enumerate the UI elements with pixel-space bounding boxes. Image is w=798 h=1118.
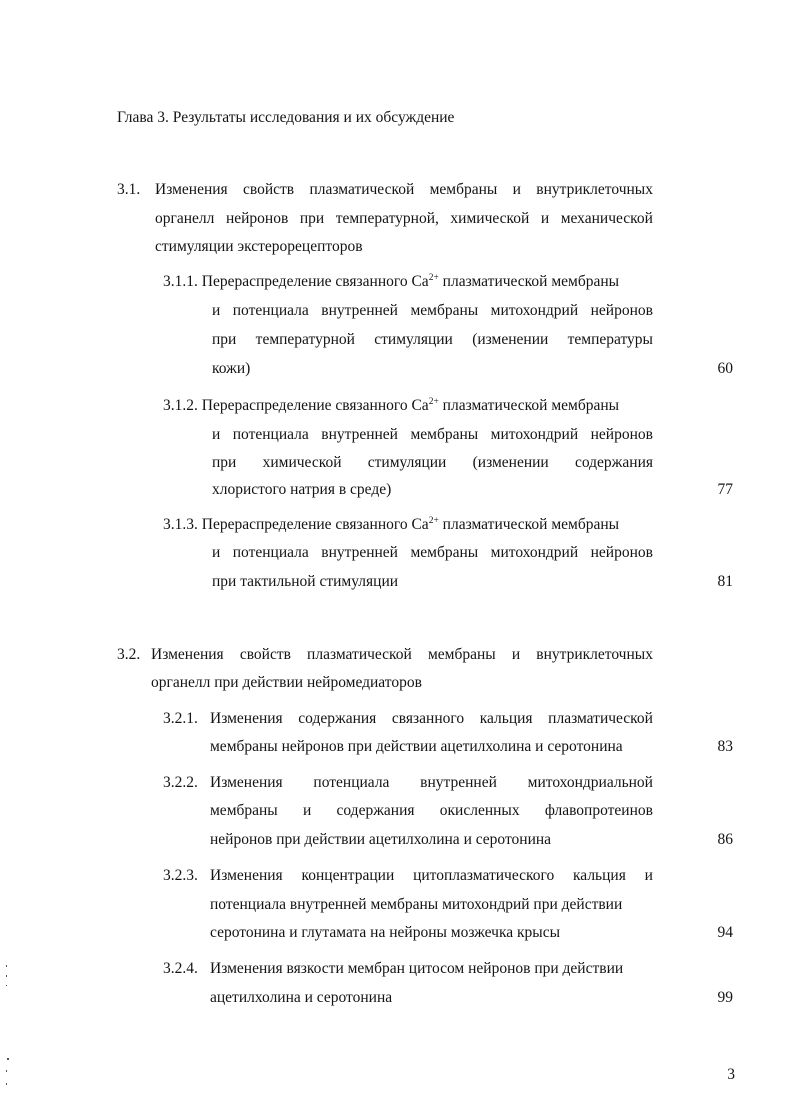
entry-number: 3.2.4. [163, 960, 198, 977]
word: кальция [573, 867, 626, 884]
word: нейронов [590, 544, 653, 561]
word: нейронов [225, 210, 289, 227]
entry-line: потенциала внутренней мембраны митохондрий при действии [210, 896, 623, 913]
entry-title-part: Перераспределение связанного Ca [201, 273, 429, 290]
word: свойств [243, 181, 295, 198]
word: Изменения [210, 710, 283, 727]
word: митохондрий [490, 544, 579, 561]
word: механической [560, 210, 653, 227]
entry-line: хлористого натрия в среде) [212, 481, 392, 498]
word: температурной, [335, 210, 439, 227]
page-ref: 81 [717, 573, 733, 590]
word: окисленных [439, 802, 520, 819]
word: и [644, 867, 653, 884]
entry-line [163, 516, 619, 534]
word: органелл [155, 210, 215, 227]
word: внутренней [321, 302, 398, 319]
word: (изменении [472, 331, 549, 348]
word: стимуляции [374, 331, 453, 348]
superscript: 2+ [428, 273, 439, 283]
word: внутриклеточных [536, 181, 653, 198]
word: мембраны [429, 181, 498, 198]
entry-line: мембраны нейронов при действии ацетилхолина и серотонина [210, 738, 623, 755]
word: цитоплазматического [413, 867, 555, 884]
word: при [212, 454, 237, 471]
entry-line [210, 867, 653, 885]
page-ref: 60 [717, 360, 733, 377]
word: мембраны [210, 802, 278, 819]
entry-line [163, 397, 619, 415]
scan-speck [6, 975, 7, 977]
entry-line [212, 544, 653, 562]
word: содержания [336, 802, 415, 819]
entry-line [212, 302, 653, 320]
page-ref: 86 [717, 831, 733, 848]
entry-number: 3.2.2. [163, 774, 198, 791]
word: митохондрий [490, 426, 579, 443]
entry-line [155, 181, 653, 199]
word: внутриклеточных [536, 646, 653, 663]
word: концентрации [301, 867, 395, 884]
word: Изменения [155, 181, 228, 198]
word: и [540, 210, 550, 227]
entry-line [151, 646, 653, 664]
word: плазматической [309, 181, 415, 198]
scan-speck [7, 1058, 9, 1060]
word: и [511, 646, 521, 663]
word: и [302, 802, 312, 819]
scan-speck [6, 1070, 7, 1072]
word: химической [450, 210, 530, 227]
word: внутренней [321, 426, 398, 443]
word: (изменении [472, 454, 549, 471]
word: и [212, 426, 221, 443]
word: мембраны [427, 646, 496, 663]
word: температурной [255, 331, 355, 348]
entry-line [212, 426, 653, 444]
word: плазматической [548, 710, 653, 727]
word: содержания [298, 710, 377, 727]
entry-title-part: плазматической мембраны [442, 516, 620, 533]
entry-line [210, 710, 653, 728]
word: при [212, 331, 237, 348]
entry-line: Изменения вязкости мембран цитосом нейронов при действии [210, 960, 624, 977]
word: внутренней [420, 774, 497, 791]
entry-line: ацетилхолина и серотонина [210, 989, 393, 1006]
entry-number: 3.1. [117, 181, 141, 198]
word: плазматической [307, 646, 412, 663]
superscript: 2+ [428, 397, 439, 407]
word: кальция [479, 710, 533, 727]
scan-speck [6, 965, 7, 967]
page-ref: 94 [717, 924, 733, 941]
word: потенциала [232, 544, 309, 561]
entry-line: при тактильной стимуляции [212, 573, 399, 590]
word: Изменения [210, 867, 283, 884]
word: и [212, 544, 221, 561]
page-ref: 83 [717, 738, 733, 755]
word: мембраны [410, 302, 479, 319]
entry-number: 3.2.3. [163, 867, 198, 884]
entry-number: 3.2. [117, 646, 141, 663]
page-ref: 77 [717, 481, 733, 498]
chapter-title: Глава 3. Результаты исследования и их обсуждение [117, 109, 455, 126]
word: нейронов [590, 302, 653, 319]
word: потенциала [313, 774, 390, 791]
word: и [212, 302, 221, 319]
word: митохондрий [490, 302, 579, 319]
word: флавопротеинов [544, 802, 653, 819]
word: температуры [567, 331, 653, 348]
word: свойств [239, 646, 291, 663]
entry-line: кожи) [212, 360, 251, 377]
entry-line [210, 774, 653, 792]
word: связанного [391, 710, 465, 727]
word: потенциала [232, 302, 309, 319]
superscript: 2+ [428, 516, 439, 526]
entry-title-part: Перераспределение связанного Ca [201, 397, 429, 414]
word: Изменения [151, 646, 224, 663]
word: стимуляции [367, 454, 447, 471]
word: нейронов [590, 426, 653, 443]
entry-number: 3.1.2. [163, 397, 198, 414]
word: химической [262, 454, 342, 471]
entry-number: 3.1.1. [163, 273, 198, 290]
entry-title-part: плазматической мембраны [442, 273, 620, 290]
scan-speck [6, 1083, 7, 1085]
word: мембраны [410, 426, 479, 443]
word: потенциала [232, 426, 309, 443]
word: Изменения [210, 774, 283, 791]
word: содержания [574, 454, 653, 471]
entry-number: 3.1.3. [163, 516, 198, 533]
entry-line: органелл при действии нейромедиаторов [151, 674, 422, 691]
entry-title-part: плазматической мембраны [442, 397, 620, 414]
entry-line [163, 273, 619, 291]
entry-line: нейронов при действии ацетилхолина и серотонина [210, 831, 552, 848]
entry-line [210, 802, 653, 820]
entry-line: серотонина и глутамата на нейроны мозжечка крысы [210, 924, 561, 941]
scan-speck [6, 985, 7, 986]
page-ref: 99 [717, 989, 733, 1006]
word: мембраны [410, 544, 479, 561]
word: внутренней [321, 544, 398, 561]
page-number: 3 [727, 1066, 735, 1083]
entry-line [212, 331, 653, 349]
word: при [299, 210, 325, 227]
word: и [512, 181, 521, 198]
entry-line [155, 210, 653, 228]
entry-line [212, 454, 653, 472]
entry-title-part: Перераспределение связанного Ca [201, 516, 429, 533]
entry-number: 3.2.1. [163, 710, 198, 727]
word: митохондриальной [527, 774, 653, 791]
entry-line: стимуляции экстерорецепторов [155, 238, 363, 255]
